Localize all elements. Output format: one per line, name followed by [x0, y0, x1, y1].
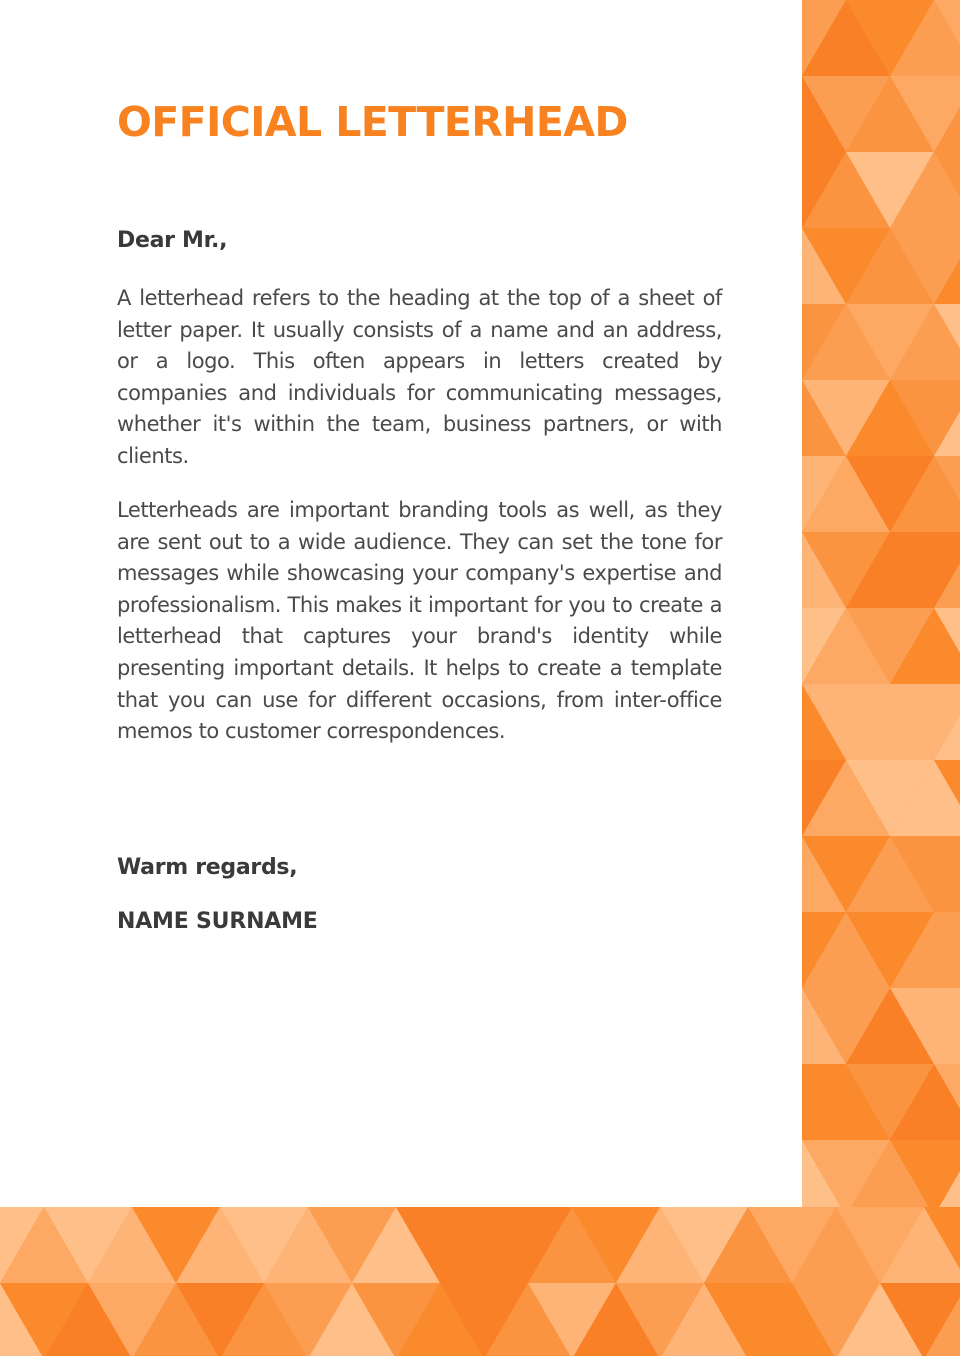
body-paragraph-2: Letterheads are important branding tools as well, as they are sent out to a wide audience. They can set the tone for messages while showcasing your company's expertise and professionalism. This makes it important for you to create a letterhead that captures your brand's identity while presenting important details. It helps to create a template that you can use for different occasions, from inter-office memos to customer correspondences.: [117, 498, 722, 744]
bottom-decorative-triangle-band: [0, 1207, 960, 1356]
closing: Warm regards,: [117, 855, 298, 880]
signature-name: NAME SURNAME: [117, 909, 318, 934]
right-decorative-triangle-band: [802, 0, 960, 1356]
salutation: Dear Mr.,: [117, 228, 228, 253]
letterhead-title: OFFICIAL LETTERHEAD: [117, 98, 628, 146]
body-paragraph-1: A letterhead refers to the heading at the top of a sheet of letter paper. It usually consists of a name and an address, or a logo. This often appears in letters created by companies and individuals for communicating messages, whether it's within the team, business partners, or with clients.: [117, 286, 722, 468]
